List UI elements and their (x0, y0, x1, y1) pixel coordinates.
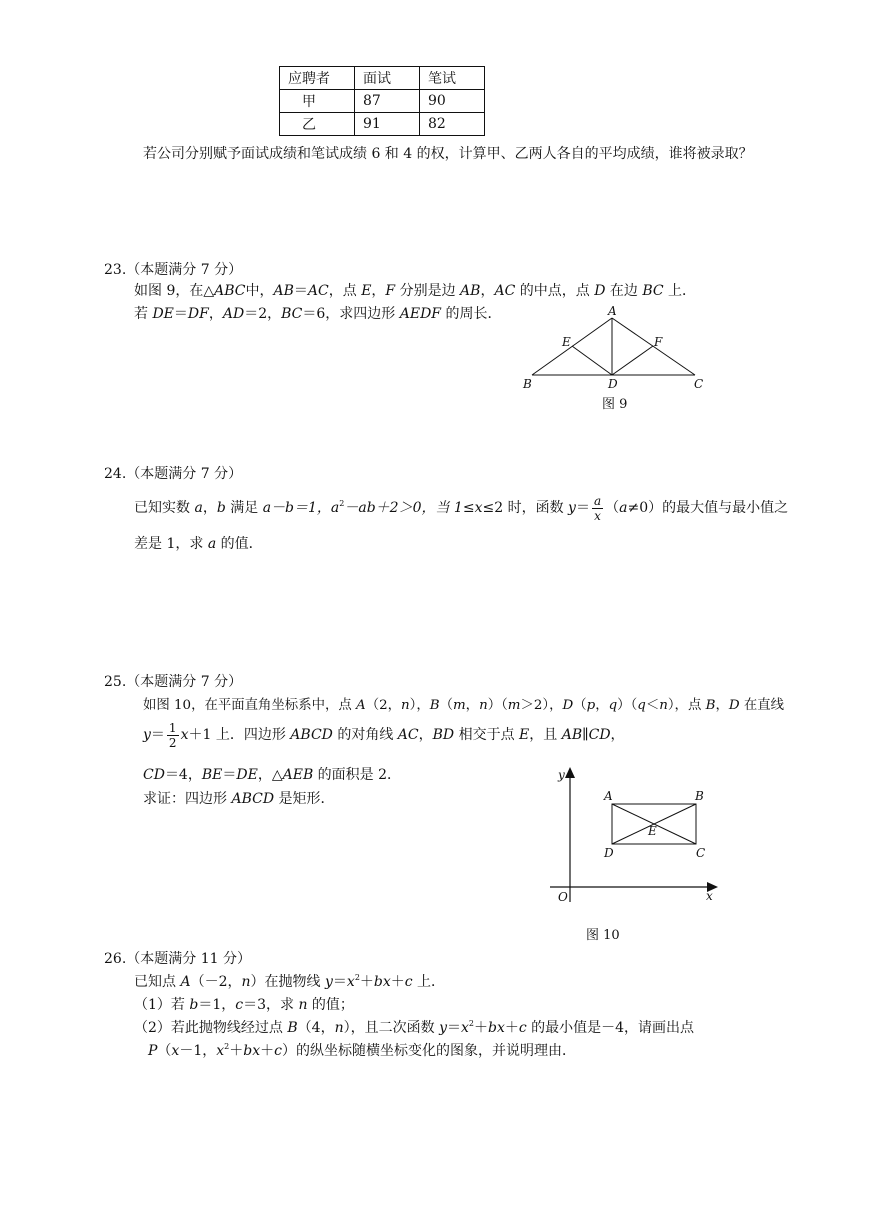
math: P (148, 1043, 158, 1059)
math: B (287, 1020, 298, 1036)
text: ＝6，求四边形 (302, 306, 400, 322)
text: ， (610, 727, 625, 743)
q26-header: 26.（本题满分 11 分） (104, 951, 251, 967)
label-a: A (608, 304, 617, 318)
math: n (479, 698, 488, 713)
text: 若 (134, 306, 153, 322)
text: ＝2， (244, 306, 282, 322)
text: 满足 (225, 500, 263, 516)
figure-10-caption: 图 10 (586, 928, 620, 943)
q26-line1 (134, 971, 445, 991)
math: A (180, 974, 191, 990)
math: E (361, 283, 372, 299)
label-b: B (523, 377, 532, 391)
math: q (637, 698, 646, 713)
text: （4， (297, 1020, 335, 1036)
text: ＝3，求 (243, 997, 299, 1013)
text: （ (439, 698, 453, 713)
math: F (385, 283, 396, 299)
text: ＋ (229, 1043, 244, 1059)
text: ＝ (173, 306, 188, 322)
label-d: D (608, 377, 618, 391)
text: ＞2）， (520, 698, 563, 713)
math: x (180, 727, 189, 743)
text: ＝ (150, 727, 165, 743)
q25-line4 (143, 788, 335, 808)
y-axis-arrow (565, 767, 575, 778)
table-cell: 91 (355, 113, 420, 136)
text: ）的纵坐标随横坐标变化的图象，并说明理由． (281, 1043, 576, 1059)
score-table (279, 66, 485, 136)
math: B (705, 698, 716, 713)
math: BE (201, 767, 223, 783)
table-row (280, 90, 485, 113)
math: m (452, 698, 466, 713)
q24-header: 24.（本题满分 7 分） (104, 466, 243, 482)
text: 上． (663, 283, 697, 299)
text: 在边 (605, 283, 643, 299)
superscript: 2 (339, 499, 345, 508)
text: 相交于点 (454, 727, 520, 743)
q23-line1 (134, 280, 696, 300)
math: x (171, 1043, 180, 1059)
segment-ed (572, 346, 612, 375)
text: 的对角线 (332, 727, 398, 743)
math: D (728, 698, 740, 713)
text: ）， (409, 698, 430, 713)
denominator: x (594, 508, 601, 523)
text: 的周长． (441, 306, 502, 322)
text: ），且二次函数 (343, 1020, 440, 1036)
label-f: F (654, 335, 663, 349)
math: AB (273, 283, 294, 299)
text: ），点 (667, 698, 706, 713)
text: 在直线 (739, 698, 785, 713)
text: ， (715, 698, 729, 713)
text: （2， (365, 698, 402, 713)
text: 如图 10，在平面直角坐标系中，点 (143, 698, 357, 713)
text: （ (157, 1043, 172, 1059)
math: DE (236, 767, 258, 783)
q23-line2 (134, 303, 501, 323)
figure-9-caption: 图 9 (602, 397, 628, 412)
math: y (143, 727, 151, 743)
label-b: B (695, 789, 704, 803)
text: 的值． (216, 536, 263, 552)
text: ＋ (359, 974, 374, 990)
superscript: 2 (468, 1019, 474, 1028)
figure-9 (515, 300, 715, 415)
table-cell: 90 (420, 90, 485, 113)
q25-line3 (143, 764, 401, 784)
text: ＋ (504, 1020, 519, 1036)
superscript: 2 (354, 973, 360, 982)
math: n (298, 997, 308, 1013)
numerator: a (593, 493, 602, 508)
math: D (594, 283, 606, 299)
math: y (439, 1020, 447, 1036)
text: （1）若 (134, 997, 190, 1013)
math: DF (187, 306, 209, 322)
text: ∥ (582, 727, 589, 743)
math: E (519, 727, 530, 743)
q24-line1 (134, 489, 788, 523)
math: bx (243, 1043, 261, 1059)
math: BC (281, 306, 303, 322)
math: x (346, 974, 355, 990)
math: c (274, 1043, 282, 1059)
q26-line2 (134, 994, 354, 1014)
segment-fd (612, 346, 653, 375)
math: D (562, 698, 574, 713)
math: m (507, 698, 521, 713)
math: x (460, 1020, 469, 1036)
text: ）（ (617, 698, 638, 713)
label-x: x (706, 889, 713, 903)
table-header-cell: 面试 (355, 67, 420, 90)
text: ， (465, 698, 480, 713)
math: y (324, 974, 333, 990)
text: 已知实数 (134, 500, 195, 516)
fraction (592, 494, 603, 523)
math: y (568, 500, 576, 516)
table-cell: 甲 (280, 90, 355, 113)
math: ABCD (290, 727, 333, 743)
text: （－2， (190, 974, 242, 990)
text: ＝ (222, 767, 237, 783)
math: A (356, 698, 366, 713)
math: CD (588, 727, 611, 743)
math: BC (642, 283, 664, 299)
text: ， (208, 306, 223, 322)
math: AEDF (399, 306, 442, 322)
table-header-cell: 笔试 (420, 67, 485, 90)
text: 的值； (307, 997, 354, 1013)
q26-line3 (134, 1017, 694, 1037)
math: DE (152, 306, 174, 322)
math: bx (487, 1020, 505, 1036)
text: 是矩形． (274, 791, 335, 807)
math: n (659, 698, 668, 713)
text: ＝4， (164, 767, 202, 783)
text: 分别是边 (395, 283, 461, 299)
text: 已知点 (134, 974, 181, 990)
label-c: C (696, 846, 706, 860)
math: p (586, 698, 596, 713)
numerator: 1 (168, 720, 177, 735)
text: ， (480, 283, 495, 299)
q22-question: 若公司分别赋予面试成绩和笔试成绩 6 和 4 的权，计算甲、乙两人各自的平均成绩，谁将被录取？ (143, 146, 753, 162)
label-e: E (562, 335, 571, 349)
text: 的面积是 2． (313, 767, 402, 783)
q25-line2 (143, 720, 625, 750)
text: 的最小值是－4，请画出点 (526, 1020, 695, 1036)
math: q (608, 698, 618, 713)
text: ， (595, 698, 609, 713)
math: bx (373, 974, 391, 990)
text: ＝1， (198, 997, 236, 1013)
text: ， (371, 283, 386, 299)
text: ＝ (575, 500, 590, 516)
math: AD (222, 306, 245, 322)
text: ＋ (473, 1020, 488, 1036)
label-e: E (648, 824, 657, 838)
math: a (207, 536, 217, 552)
denominator: 2 (168, 735, 177, 750)
text: 如图 9，在△ (134, 283, 215, 299)
text: （ (605, 500, 620, 516)
text: ＝ (446, 1020, 461, 1036)
text: （2）若此抛物线经过点 (134, 1020, 288, 1036)
q25-header: 25.（本题满分 7 分） (104, 674, 243, 690)
math: b (189, 997, 199, 1013)
text: ＝ (332, 974, 347, 990)
text: （ (573, 698, 587, 713)
q24-line2 (134, 533, 263, 553)
text: ）（ (487, 698, 508, 713)
text: ＋ (390, 974, 405, 990)
text: 差是 1，求 (134, 536, 208, 552)
math: B (429, 698, 440, 713)
table-row (280, 113, 485, 136)
math: c (235, 997, 244, 1013)
text: 中， (245, 283, 274, 299)
math: AB (460, 283, 481, 299)
math: CD (143, 767, 165, 783)
math: AC (397, 727, 419, 743)
label-c: C (694, 377, 704, 391)
math: a (194, 500, 203, 516)
math: a－b＝1， (262, 500, 331, 516)
text: ，点 (328, 283, 362, 299)
text: ， (202, 500, 217, 516)
text: ＜ (645, 698, 660, 713)
math: ABCD (231, 791, 275, 807)
text: ， (418, 727, 433, 743)
fraction (167, 721, 179, 750)
text: －1， (179, 1043, 217, 1059)
text: ＝ (293, 283, 308, 299)
math: a (619, 500, 628, 516)
text: ≤2 时，函数 (482, 500, 569, 516)
text: 的中点，点 (515, 283, 595, 299)
text: ＋ (260, 1043, 275, 1059)
table-header-row (280, 67, 485, 90)
math: c (518, 1020, 527, 1036)
text: 求证：四边形 (143, 791, 232, 807)
math: n (401, 698, 410, 713)
text: ≠0）的最大值与最小值之 (627, 500, 789, 516)
math: AEB (282, 767, 314, 783)
table-header-cell: 应聘者 (280, 67, 355, 90)
math: x (216, 1043, 225, 1059)
math: n (241, 974, 251, 990)
table-cell: 乙 (280, 113, 355, 136)
math: c (404, 974, 413, 990)
label-d: D (604, 846, 614, 860)
table-cell: 87 (355, 90, 420, 113)
q25-line1 (143, 694, 784, 713)
label-y: y (558, 768, 565, 782)
q26-line4 (148, 1040, 576, 1060)
q23-header: 23.（本题满分 7 分） (104, 262, 243, 278)
math: n (334, 1020, 344, 1036)
math: a (330, 500, 340, 516)
math: －ab＋2＞0，当 1≤ (344, 500, 475, 516)
math: AC (494, 283, 516, 299)
math: x (474, 500, 483, 516)
table-cell: 82 (420, 113, 485, 136)
text: ）在抛物线 (250, 974, 325, 990)
superscript: 2 (224, 1042, 230, 1051)
math: ABC (214, 283, 246, 299)
text: 上． (412, 974, 446, 990)
text: ，△ (257, 767, 283, 783)
text: ，且 (529, 727, 562, 743)
text: ＋1 上．四边形 (188, 727, 291, 743)
math: b (216, 500, 226, 516)
math: AB (561, 727, 583, 743)
math: BD (432, 727, 455, 743)
label-a: A (604, 789, 613, 803)
label-o: O (558, 890, 568, 904)
figure-10 (540, 765, 730, 945)
math: AC (307, 283, 329, 299)
